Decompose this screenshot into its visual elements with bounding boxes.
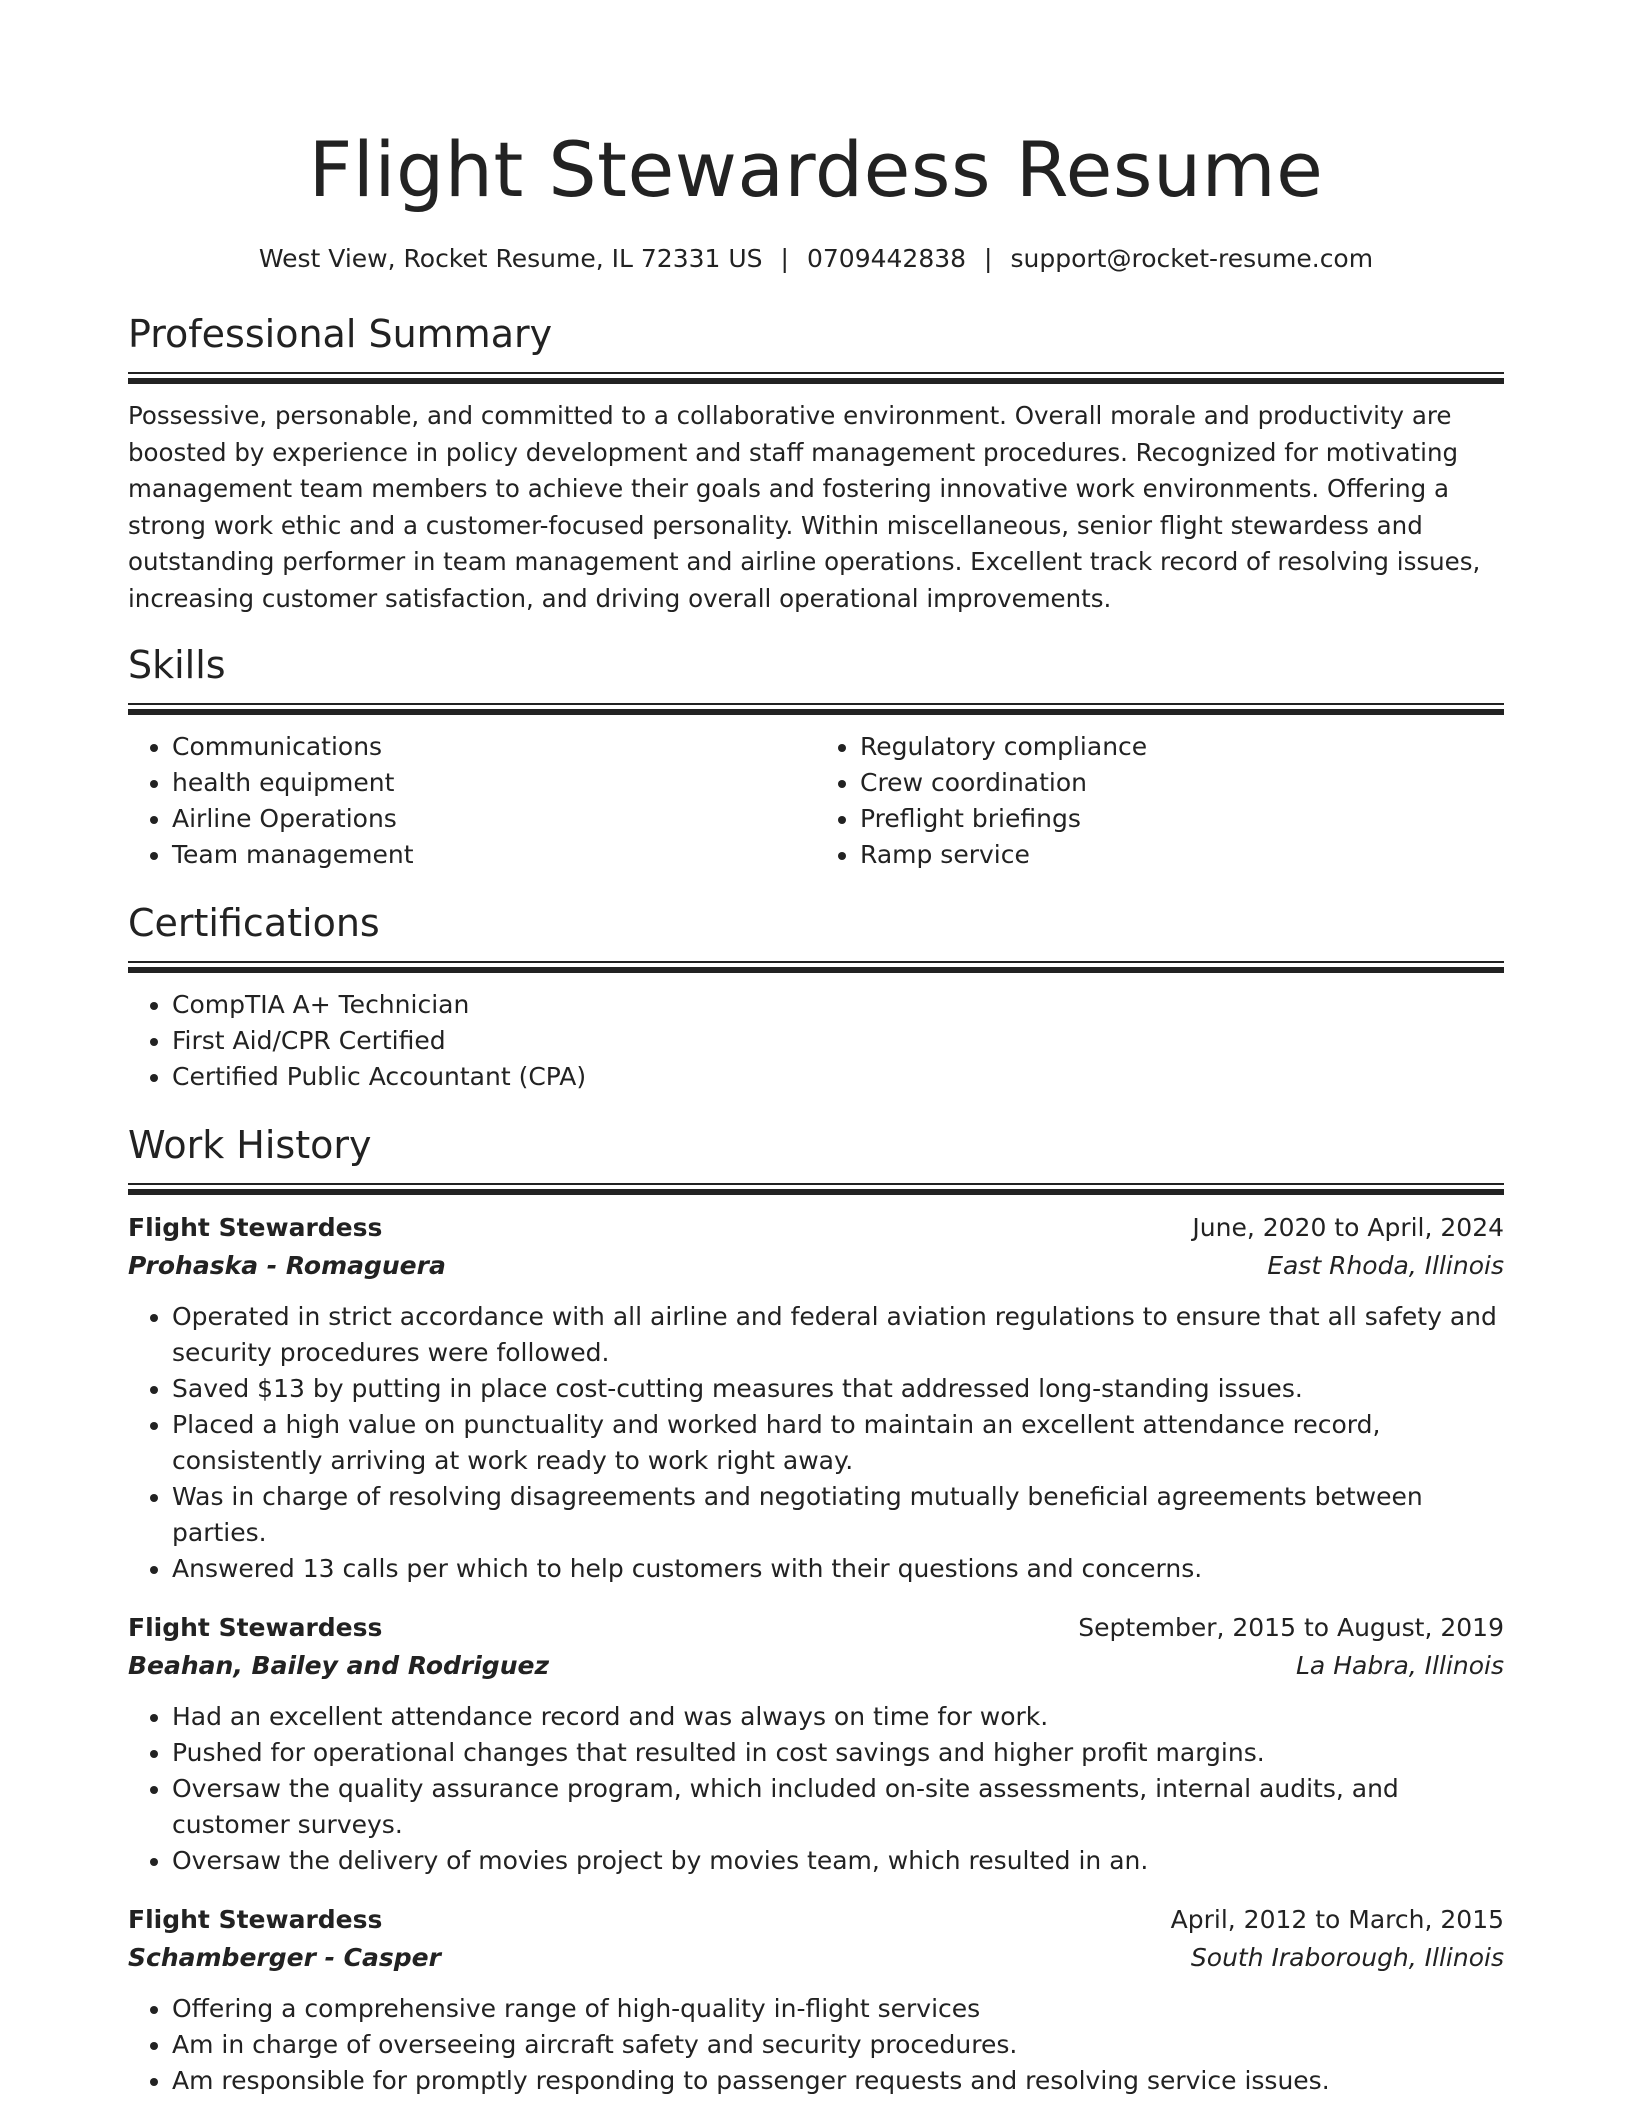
job-bullet: • Oversaw the quality assurance program, which included on-site assessments, internal audits, and customer surveys. xyxy=(172,1771,1504,1843)
contact-separator: | xyxy=(984,244,993,273)
skills-columns xyxy=(128,729,1504,873)
job-bullets xyxy=(128,1299,1504,1587)
section-divider xyxy=(128,1183,1504,1195)
job-bullet: • Operated in strict accordance with all airline and federal aviation regulations to ensure that all safety and security procedures were followed. xyxy=(172,1299,1504,1371)
contact-email: support@rocket-resume.com xyxy=(1010,244,1374,273)
skills-section xyxy=(128,641,1504,873)
job-bullet: • Saved $13 by putting in place cost-cutting measures that addressed long-standing issues. xyxy=(172,1371,1504,1407)
job-dates: April, 2012 to March, 2015 xyxy=(1170,1905,1504,1934)
job-entry xyxy=(128,1609,1504,1879)
job-entry xyxy=(128,1901,1504,2099)
job-bullets xyxy=(128,1991,1504,2099)
job-bullet: • Am in charge of overseeing aircraft safety and security procedures. xyxy=(172,2027,1504,2063)
job-bullet: • Answered 13 calls per which to help customers with their questions and concerns. xyxy=(172,1551,1504,1587)
job-bullet: • Am responsible for promptly responding to passenger requests and resolving service issues. xyxy=(172,2063,1504,2099)
job-header xyxy=(128,1209,1504,1247)
job-header xyxy=(128,1609,1504,1647)
certification-item: • Certified Public Accountant (CPA) xyxy=(172,1059,1504,1095)
job-company: Schamberger - Casper xyxy=(128,1943,441,1972)
job-subheader xyxy=(128,1939,1504,1977)
skill-item: • Team management xyxy=(172,837,816,873)
job-location: South Iraborough, Illinois xyxy=(1190,1943,1504,1972)
job-header xyxy=(128,1901,1504,1939)
job-subheader xyxy=(128,1647,1504,1685)
job-dates: June, 2020 to April, 2024 xyxy=(1192,1213,1504,1242)
summary-text: Possessive, personable, and committed to a collaborative environment. Overall morale and productivity are boosted by experience in policy development and staff management procedures. Recognized for motivating management team members to achieve their goals and fostering innovative work environments. Offering a strong work ethic and a customer-focused personality. Within miscellaneous, senior flight stewardess and outstanding performer in team management and airline operations. Excellent track record of resolving issues, increasing customer satisfaction, and driving overall operational improvements. xyxy=(128,401,1481,613)
job-entry xyxy=(128,1209,1504,1587)
job-bullet: • Pushed for operational changes that resulted in cost savings and higher profit margins. xyxy=(172,1735,1504,1771)
job-bullets xyxy=(128,1699,1504,1879)
skills-heading: Skills xyxy=(128,643,226,687)
section-divider xyxy=(128,703,1504,715)
certification-item: • CompTIA A+ Technician xyxy=(172,987,1504,1023)
work-history-section xyxy=(128,1121,1504,2099)
skill-item: • Airline Operations xyxy=(172,801,816,837)
job-bullet: • Was in charge of resolving disagreements and negotiating mutually beneficial agreements between parties. xyxy=(172,1479,1504,1551)
job-company: Beahan, Bailey and Rodriguez xyxy=(128,1651,550,1680)
job-bullet: • Offering a comprehensive range of high-quality in-flight services xyxy=(172,1991,1504,2027)
job-bullet: • Oversaw the delivery of movies project by movies team, which resulted in an. xyxy=(172,1843,1504,1879)
job-location: La Habra, Illinois xyxy=(1296,1651,1504,1680)
certifications-heading: Certifications xyxy=(128,901,380,945)
skill-item: • Ramp service xyxy=(860,837,1504,873)
certifications-section xyxy=(128,899,1504,1095)
contact-address: West View, Rocket Resume, IL 72331 US xyxy=(258,244,763,273)
skill-item: • Regulatory compliance xyxy=(860,729,1504,765)
skill-item: • health equipment xyxy=(172,765,816,801)
job-title: Flight Stewardess xyxy=(128,1613,383,1642)
job-dates: September, 2015 to August, 2019 xyxy=(1078,1613,1504,1642)
contact-phone: 0709442838 xyxy=(806,244,967,273)
job-bullet: • Had an excellent attendance record and was always on time for work. xyxy=(172,1699,1504,1735)
skills-right-list xyxy=(816,729,1504,873)
summary-heading: Professional Summary xyxy=(128,312,553,356)
contact-line xyxy=(128,242,1504,276)
section-divider xyxy=(128,372,1504,384)
work-history-heading: Work History xyxy=(128,1123,372,1167)
job-location: East Rhoda, Illinois xyxy=(1267,1251,1504,1280)
skill-item: • Communications xyxy=(172,729,816,765)
skill-item: • Crew coordination xyxy=(860,765,1504,801)
certifications-list xyxy=(128,987,1504,1095)
section-divider xyxy=(128,961,1504,973)
skills-left-list xyxy=(128,729,816,873)
job-bullet: • Placed a high value on punctuality and worked hard to maintain an excellent attendance record, consistently arriving at work ready to work right away. xyxy=(172,1407,1504,1479)
job-title: Flight Stewardess xyxy=(128,1905,383,1934)
job-subheader xyxy=(128,1247,1504,1285)
summary-section xyxy=(128,310,1504,617)
skill-item: • Preflight briefings xyxy=(860,801,1504,837)
certification-item: • First Aid/CPR Certified xyxy=(172,1023,1504,1059)
contact-separator: | xyxy=(780,244,789,273)
page-title: Flight Stewardess Resume xyxy=(308,125,1324,214)
job-company: Prohaska - Romaguera xyxy=(128,1251,446,1280)
job-title: Flight Stewardess xyxy=(128,1213,383,1242)
